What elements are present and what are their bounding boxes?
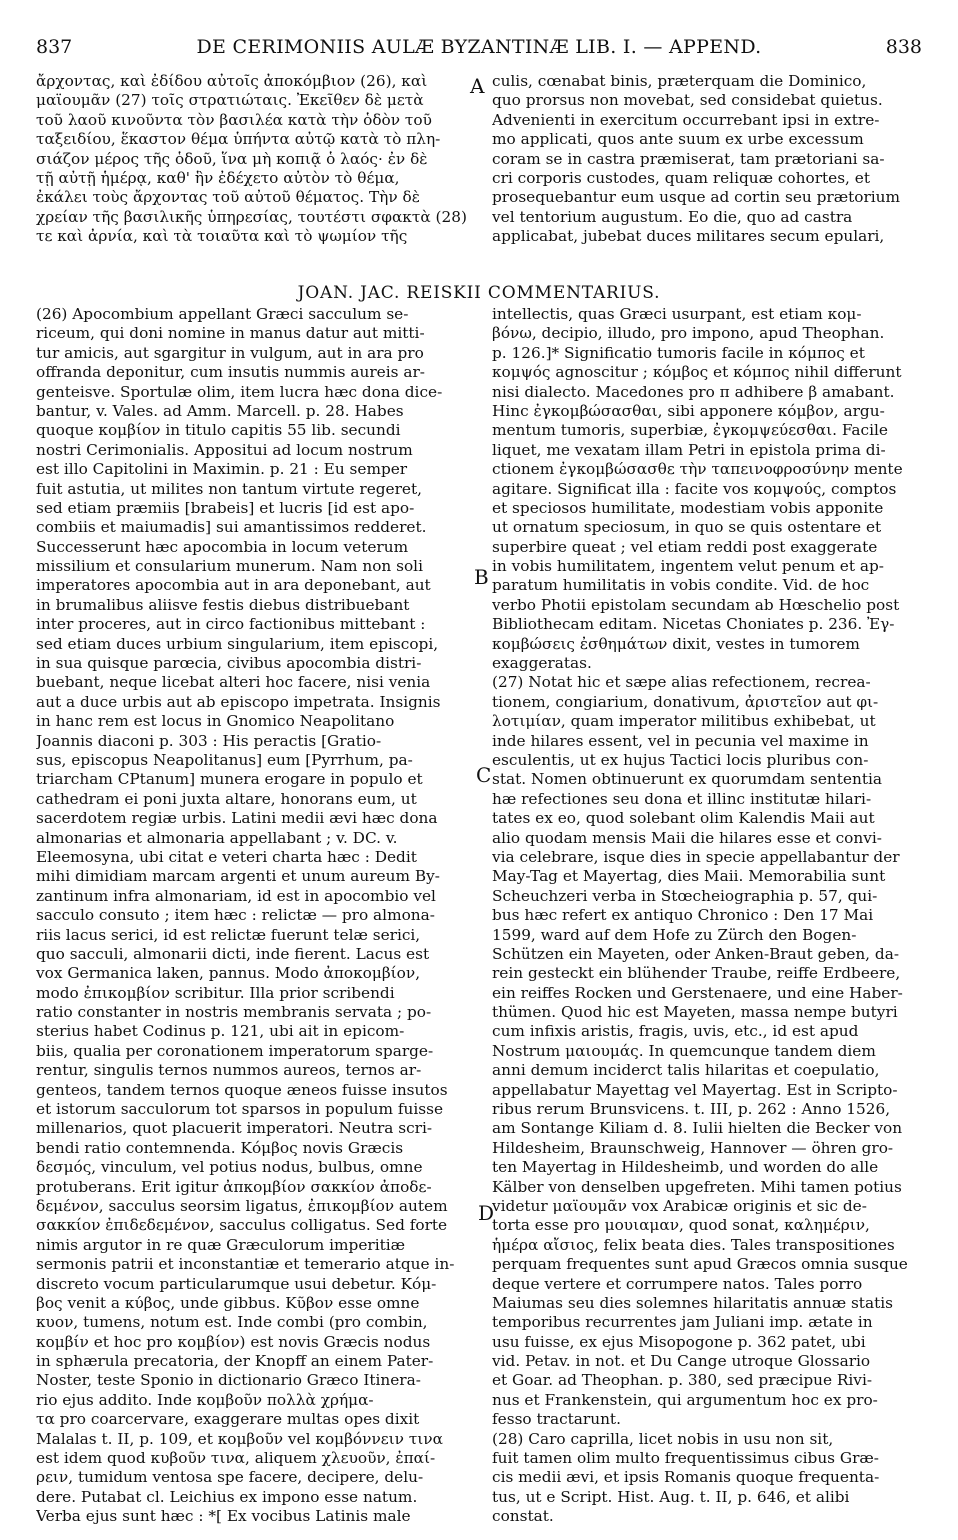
commentary-line: κυον, tumens, notum est. Inde combi (pro combin, [36,1313,428,1332]
commentary-line: in hanc rem est locus in Gnomico Neapolitano [36,712,395,731]
commentary-line: λοτιμίαν, quam imperator militibus exhibebat, ut [492,712,876,731]
commentary-line: millenarios, quot placuerit imperatori. Neutra scri- [36,1119,433,1138]
commentary-line: κομβίν et hoc pro κομβίον) est novis Græcis nodus [36,1332,431,1351]
commentary-line: via celebrare, isque dies in specie appellabantur der [492,847,900,866]
commentary-line: aut a duce urbis aut ab episcopo impetrata. Insignis [36,692,441,711]
latin-line: quo prorsus non movebat, sed considebat quietus. [492,91,883,110]
commentary-line: vid. Petav. in not. et Du Cange utroque Glossario [492,1352,871,1371]
commentary-line: perquam frequentes sunt apud Græcos omnia susque [492,1255,908,1274]
commentary-line: p. 126.]* Significatio tumoris facile in κόμπος et [492,343,865,362]
commentary-line: sacerdotem regiæ urbis. Latini medii ævi hæc dona [36,809,438,828]
running-title: DE CERIMONIIS AULÆ BYZANTINÆ LIB. I. — APPEND. [196,36,762,58]
commentary-line: agitare. Significat illa : facite vos κομψούς, comptos [492,479,897,498]
commentary-line: am Sontange Kiliam d. 8. Iulii hielten die Becker von [492,1119,903,1138]
commentary-line: anni demum inciderct talis hilaritas et coepulatio, [492,1061,880,1080]
commentary-line: vox Germanica laken, pannus. Modo ἀποκομβίον, [36,964,421,983]
commentary-line: (27) Notat hic et sæpe alias refectionem, recrea- [492,673,871,692]
greek-text-column [36,72,468,247]
commentary-line: hæ refectiones seu dona et illinc institutæ hilari- [492,789,872,808]
commentary-line: bus hæc refert ex antiquo Chronico : Den 17 Mai [492,906,874,925]
commentary-line: Nostrum μαιουμάς. In quemcunque tandem diem [492,1041,876,1060]
commentary-line: tus, ut e Script. Hist. Aug. t. II, p. 646, et alibi [492,1487,850,1506]
page-number-left: 837 [36,36,73,58]
commentary-line: Kälber von denselben upgefreten. Mihi tamen potius [492,1177,902,1196]
latin-line: applicabat, jubebat duces militares secum epulari, [492,227,885,246]
latin-line: mo applicati, quos ante suum ex urbe excessum [492,130,864,149]
commentary-line: almonarias et almonaria appellabant ; v. DC. v. [36,828,398,847]
commentary-line: Bibliothecam editam. Nicetas Choniates p. 236. Ἐγ- [492,615,895,634]
commentary-line: combiis et maiumadis] sui amantissimos redderet. [36,518,427,537]
greek-line: ἄρχοντας, καὶ ἐδίδου αὐτοῖς ἀποκόμβιον (26), καὶ [36,72,428,90]
latin-line: culis, cœnabat binis, præterquam die Dominico, [492,72,867,90]
greek-line: τῇ αὐτῇ ἡμέρᾳ, καθ' ἣν ἐδέχετο αὐτὸν τὸ θέμα, [36,168,400,187]
commentary-line: usu fuisse, ex ejus Misopogone p. 362 patet, ubi [492,1332,866,1351]
commentary-line: sed etiam duces urbium singularium, item episcopi, [36,634,439,653]
commentary-line: in brumalibus aliisve festis diebus distribuebant [36,595,410,614]
greek-line: τοῦ λαοῦ κινοῦντα τὸν βασιλέα κατὰ τὴν ὁδὸν τοῦ [36,110,432,129]
commentary-line: constat. [492,1507,554,1526]
commentary-line: rentur, singulis ternos nummos aureos, ternos ar- [36,1061,422,1080]
commentary-line: deque vertere et corrumpere natos. Tales porro [492,1274,863,1293]
commentary-line: in sphærula precatoria, der Knopff an einem Pater- [36,1352,434,1371]
commentary-line: mentum tumoris, superbiæ, ἐγκομψεύεσθαι. Facile [492,421,888,440]
commentary-line: genteos, tandem ternos quoque æneos fuisse insutos [36,1080,448,1099]
commentary-line: Hinc ἐγκομβώσασθαι, sibi apponere κόμβον, argu- [492,401,885,420]
greek-line: χρείαν τῆς βασιλικῆς ὑπηρεσίας, τουτέστι σφακτὰ (28) [36,207,467,226]
commentary-line: mihi dimidiam marcam argenti et unum aureum By- [36,867,440,886]
commentary-line: quoque κομβίον in titulo capitis 55 lib. secundi [36,421,401,440]
commentary-line: inde hilares essent, vel in pecunia vel maxime in [492,731,869,750]
latin-line: vel tentorium augustum. Eo die, quo ad castra [492,207,853,226]
commentary-line: Eleemosyna, ubi citat e veteri charta hæc : Dedit [36,847,417,866]
commentary-line: fuit tamen olim multo frequentissimus cibus Græ- [492,1449,879,1468]
commentary-line: ten Mayertag in Hildesheimb, und worden do alle [492,1158,879,1177]
commentary-line: intellectis, quas Græci usurpant, est etiam κομ- [492,305,862,323]
commentary-line: sacculo consuto ; item hæc : relictæ — pro almona- [36,906,435,925]
commentary-line: Joannis diaconi p. 303 : His peractis [Gratio- [36,731,382,750]
commentary-line: protuberans. Erit igitur ἀπκομβίον σακκίον ἀποδε- [36,1177,432,1196]
commentary-line: ein reiffes Rocken und Gerstenaere, und eine Haber- [492,983,903,1002]
commentary-line: bantur, v. Vales. ad Amm. Marcell. p. 28. Habes [36,401,404,420]
commentary-line: tionem, congiarium, donativum, ἀριστεῖον aut φι- [492,692,879,711]
commentary-line: nisi dialecto. Macedones pro π adhibere β amabant. [492,382,895,401]
commentary-line: in sua quisque parœcia, civibus apocombia distri- [36,654,422,673]
commentary-line: rio ejus addito. Inde κομβοῦν πολλὰ χρήμα- [36,1390,374,1409]
commentary-line: ratio constanter in nostris membranis servata ; po- [36,1003,432,1022]
commentary-line: ribus rerum Brunsvicens. t. III, p. 262 : Anno 1526, [492,1100,891,1119]
commentary-line: imperatores apocombia aut in ara deponebant, aut [36,576,431,595]
commentary-line: genteisve. Sportulæ olim, item lucra hæc dona dice- [36,382,443,401]
commentary-line: Verba ejus sunt hæc : *[ Ex vocibus Latinis male [36,1507,411,1526]
commentary-line: cum infixis aristis, fragis, uvis, etc., id est apud [492,1022,859,1041]
margin-letter-a: A [470,74,485,98]
commentary-line: liquet, me vexatam illam Petri in epistola prima di- [492,440,886,459]
commentary-right-column [492,305,920,1527]
commentary-line: (28) Caro caprilla, licet nobis in usu non sit, [492,1429,834,1448]
commentary-line: Successerunt hæc apocombia in locum veterum [36,537,409,556]
commentary-line: exaggeratas. [492,654,592,673]
margin-letter-d: D [478,1201,495,1225]
commentary-line: δεμένον, sacculus seorsim ligatus, ἐπικομβίον autem [36,1196,448,1215]
latin-line: cri corporis custodes, quam reliquæ cohortes, et [492,168,870,187]
commentary-line: ἡμέρα αἴσιος, felix beata dies. Tales transpositiones [492,1235,895,1254]
section-heading: JOAN. JAC. REISKII COMMENTARIUS. [297,283,661,303]
commentary-line: triarcham CPtanum] munera erogare in populo et [36,770,423,789]
commentary-line: τα pro coarcervare, exaggerare multas opes dixit [36,1410,420,1429]
commentary-line: fesso tractarunt. [492,1410,621,1429]
commentary-line: σακκίον ἐπιδεδεμένον, sacculus colligatus. Sed forte [36,1216,448,1235]
commentary-line: dere. Putabat cl. Leichius ex impono esse natum. [36,1487,418,1506]
running-header [36,36,922,60]
page-number-right: 838 [885,36,922,58]
commentary-line: Schützen ein Mayeten, oder Anken-Braut geben, da- [492,944,899,963]
commentary-line: κομβώσεις ἐσθημάτων dixit, vestes in tumorem [492,634,860,653]
commentary-line: et Goar. ad Theophan. p. 380, sed præcipue Rivi- [492,1371,873,1390]
commentary-line: ctionem ἐγκομβώσασθε τὴν ταπεινοφροσύνην mente [492,460,903,479]
commentary-line: videtur μαϊουμᾶν vox Arabicæ originis et sic de- [492,1196,867,1215]
commentary-line: offranda deponitur, cum insutis nummis aureis ar- [36,363,425,382]
commentary-line: ut ornatum speciosum, in quo se quis ostentare et [492,518,882,537]
commentary-line: Noster, teste Sponio in dictionario Græco Itinera- [36,1371,421,1390]
commentary-line: verbo Photii epistolam secundam ab Hœschelio post [492,595,900,614]
latin-line: coram se in castra præmiserat, tam prætoriani sa- [492,149,885,168]
latin-line: Advenienti in exercitum occurrebant ipsi in extre- [492,110,880,129]
commentary-line: et speciosos humilitate, modestiam vobis apponite [492,498,884,517]
commentary-line: inter proceres, aut in circo factionibus mittebant : [36,615,426,634]
commentary-line: paratum humilitatis in vobis condite. Vid. de hoc [492,576,870,595]
commentary-line: sterius habet Codinus p. 121, ubi ait in epicom- [36,1022,405,1041]
commentary-line: riis lacus serici, id est relictæ fuerunt telæ serici, [36,925,421,944]
commentary-line: 1599, ward auf dem Hofe zu Zürch den Bogen- [492,925,857,944]
commentary-left-column [36,305,476,1527]
commentary-line: buebant, neque licebat alteri hoc facere, nisi venia [36,673,431,692]
commentary-line: rein gesteckt ein blühender Traube, reiffe Erdbeere, [492,964,901,983]
commentary-line: May-Tag et Mayertag, dies Maii. Memorabilia sunt [492,867,886,886]
commentary-line: biis, qualia per coronationem imperatorum sparge- [36,1041,434,1060]
commentary-line: est idem quod κυβοῦν τινα, aliquem χλευοῦν, ἐπαί- [36,1449,436,1468]
commentary-line: superbire queat ; vel etiam reddi post exaggerate [492,537,878,556]
commentary-line: in vobis humilitatem, ingentem velut penum et ap- [492,557,884,576]
commentary-line: βος venit a κύβος, unde gibbus. Κῦβον esse omne [36,1293,420,1312]
commentary-line: tur amicis, aut sgargitur in vulgum, aut in ara pro [36,343,424,362]
commentary-line: bendi ratio contemnenda. Κόμβος novis Græcis [36,1138,404,1157]
latin-line: prosequebantur eum usque ad cortin seu prætorium [492,188,901,207]
greek-line: τε καὶ ἀρνία, καὶ τὰ τοιαῦτα καὶ τὸ ψωμίον τῆς [36,227,408,246]
commentary-line: riceum, qui doni nomine in manus datur aut mitti- [36,324,425,343]
commentary-line: ρειν, tumidum ventosa spe facere, decipere, delu- [36,1468,424,1487]
commentary-line: esculentis, ut ex hujus Tactici locis pluribus con- [492,750,869,769]
greek-line: μαϊουμᾶν (27) τοῖς στρατιώταις. Ἐκεῖθεν δὲ μετὰ [36,91,424,110]
commentary-line: κομψός agnoscitur ; κόμβος et κόμπος nihil differunt [492,363,902,382]
commentary-line: fuit astutia, ut milites non tantum virtute regeret, [36,479,422,498]
commentary-line: sermonis patrii et inconstantiæ et temerario atque in- [36,1255,455,1274]
greek-line: σιάζον μέρος τῆς ὁδοῦ, ἵνα μὴ κοπιᾷ ὁ λαός· ἐν δὲ [36,149,428,168]
commentary-line: alio quodam mensis Maii die hilares esse et convi- [492,828,882,847]
commentary-line: cis medii ævi, et ipsis Romanis quoque frequenta- [492,1468,880,1487]
commentary-line: Maiumas seu dies solemnes hilaritatis annuæ statis [492,1293,893,1312]
commentary-line: Malalas t. II, p. 109, et κομβοῦν vel κομβόννειν τινα [36,1429,443,1448]
commentary-line: est illo Capitolini in Maximin. p. 21 : Eu semper [36,460,408,479]
commentary-line: βόνω, decipio, illudo, pro impono, apud Theophan. [492,324,885,343]
commentary-line: (26) Apocombium appellant Græci sacculum se- [36,305,409,323]
commentary-line: modo ἐπικομβίον scribitur. Illa prior scribendi [36,983,395,1002]
commentary-line: nostri Cerimonialis. Appositui ad locum nostrum [36,440,413,459]
commentary-line: thümen. Quod hic est Mayeten, massa nempe butyri [492,1003,898,1022]
commentary-line: quo sacculi, almonarii dicti, inde fierent. Lacus est [36,944,430,963]
commentary-line: δεσμός, vinculum, vel potius nodus, bulbus, omne [36,1158,423,1177]
commentary-line: sus, episcopus Neapolitanus] eum [Pyrrhum, pa- [36,750,413,769]
commentary-line: et istorum sacculorum tot sparsos in populum fuisse [36,1100,444,1119]
greek-line: ταξειδίου, ἕκαστον θέμα ὑπήντα αὐτῷ κατὰ τὸ πλη- [36,130,441,149]
commentary-line: cathedram ei poni juxta altare, honorans eum, ut [36,789,417,808]
commentary-line: tates ex eo, quod solebant olim Kalendis Maii aut [492,809,875,828]
commentary-line: nimis argutor in re quæ Græculorum imperitiæ [36,1235,406,1254]
margin-letter-c: C [476,763,492,787]
commentary-line: Scheuchzeri verba in Stœcheiographia p. 57, qui- [492,886,878,905]
commentary-line: nus et Frankenstein, qui argumentum hoc ex pro- [492,1390,878,1409]
commentary-line: temporibus recurrentes jam Juliani imp. ætate in [492,1313,873,1332]
commentary-line: torta esse pro μουιαμαν, quod sonat, καλημέριν, [492,1216,870,1235]
commentary-line: appellabatur Mayettag vel Mayertag. Est in Scripto- [492,1080,898,1099]
latin-translation-column [492,72,920,247]
margin-letter-b: B [474,565,489,589]
commentary-line: zantinum infra almonariam, id est in apocombio vel [36,886,436,905]
greek-line: ἐκάλει τοὺς ἄρχοντας τοῦ αὐτοῦ θέματος. Τὴν δὲ [36,188,420,207]
commentary-line: discreto vocum particularumque usui debetur. Κόμ- [36,1274,437,1293]
commentary-line: sed etiam præmiis [brabeis] et lucris [id est apo- [36,498,415,517]
commentary-line: Hildesheim, Braunschweig, Hannover — öhren gro- [492,1138,894,1157]
commentary-line: missilium et consularium munerum. Nam non soli [36,557,423,576]
commentary-line: stat. Nomen obtinuerunt ex quorumdam sententia [492,770,882,789]
